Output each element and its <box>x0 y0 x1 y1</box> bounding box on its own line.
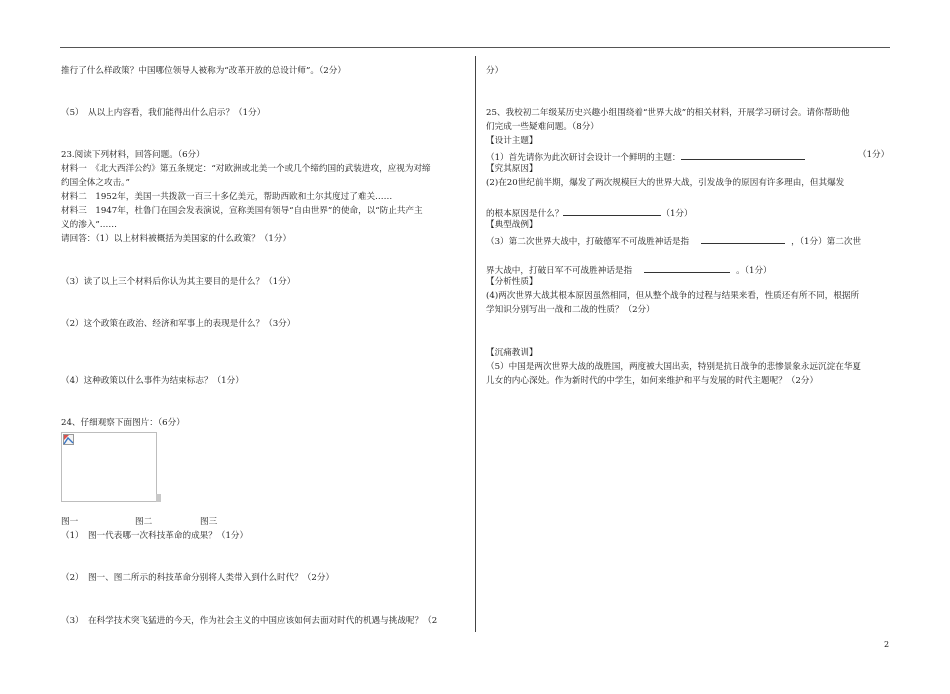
section-typical-battles: 【典型战例】 <box>486 220 538 230</box>
q23-part1: 请回答：（1）以上材料被概括为美国家的什么政策？（1分） <box>61 234 292 244</box>
q22-part4-text: 推行了什么样政策？中国哪位领导人被称为“改革开放的总设计师”。（2分） <box>61 66 346 76</box>
q25-part2-text: 的根本原因是什么？ <box>486 209 564 219</box>
figure-3-caption: 图三 <box>200 517 218 527</box>
q25-part3-line1 <box>486 234 861 249</box>
broken-image-icon <box>63 434 74 445</box>
q25-part3-score: 。（1分） <box>736 266 772 276</box>
q23-title: 23.阅读下列材料，回答问题。（6分） <box>61 150 205 160</box>
q23-material1-line1: 材料一 《北大西洋公约》第五条规定：“对欧洲或北美一个或几个缔约国的武装进攻，应视为对缔 <box>61 164 431 174</box>
q23-part2: （2）这个政策在政治、经济和军事上的表现是什么？（3分） <box>61 319 296 329</box>
q23-material2: 材料二 1952年，美国一共拨款一百三十多亿美元，帮助西欧和土尔其度过了难关…… <box>61 192 393 202</box>
q25-part4-line2: 学知识分别写出一战和二战的性质？（2分） <box>486 305 655 315</box>
answer-blank-japan[interactable] <box>644 263 730 273</box>
figure-image-placeholder <box>61 432 157 502</box>
q25-part4-line1: (4)两次世界大战其根本原因虽然相同，但从整个战争的过程与结果来看，性质还有所不同，根据所 <box>486 291 860 301</box>
q23-part4: （4）这种政策以什么事件为结束标志？（1分） <box>61 376 244 386</box>
q25-part3-line2 <box>486 263 772 278</box>
q24-title: 24、仔细观察下面图片：（6分） <box>61 418 185 428</box>
q24-part3-continued: 分） <box>486 66 504 76</box>
q24-part2: （2） 图一、图二所示的科技革命分别将人类带入到什么时代？（2分） <box>61 573 335 583</box>
q25-part5-line2: 儿女的内心深处。作为新时代的中学生，如何来维护和平与发展的时代主题呢？（2分） <box>486 376 819 386</box>
q22-part5-text: （5） 从以上内容看，我们能得出什么启示？（1分） <box>61 108 266 118</box>
q25-part2-line1: (2)在20世纪前半期，爆发了两次规模巨大的世界大战，引发战争的原因有许多理由，但其爆发 <box>486 178 845 188</box>
figure-1-caption: 图一 <box>61 517 79 527</box>
answer-blank-germany[interactable] <box>701 234 785 244</box>
section-analyze-nature: 【分析性质】 <box>486 277 538 287</box>
q24-part3: （3） 在科学技术突飞猛进的今天，作为社会主义的中国应该如何去面对时代的机遇与挑战呢？（2 <box>61 616 438 626</box>
q25-part1-score: （1分） <box>858 150 890 160</box>
answer-blank-cause[interactable] <box>563 206 661 216</box>
section-design-theme: 【设计主题】 <box>486 136 538 146</box>
q25-part2-score: （1分） <box>661 209 693 219</box>
q25-part1 <box>486 150 805 165</box>
figure-2-caption: 图二 <box>135 517 153 527</box>
q25-part3-text1: （3）第二次世界大战中，打破德军不可战胜神话是指 <box>486 237 690 247</box>
q25-intro-line2: 们完成一些疑难问题。（8分） <box>486 122 599 132</box>
header-rule <box>60 47 890 48</box>
q25-part3-text2: 界大战中，打破日军不可战胜神话是指 <box>486 266 633 276</box>
q25-part3-mid: ，（1分）第二次世 <box>791 237 862 247</box>
answer-blank-theme[interactable] <box>681 150 805 160</box>
section-lessons: 【沉痛教训】 <box>486 348 538 358</box>
column-divider <box>475 56 476 632</box>
q25-part5-line1: （5）中国是两次世界大战的战胜国，两度被大国出卖，特别是抗日战争的悲惨景象永远沉淀在华夏 <box>486 362 862 372</box>
q23-material1-line2: 约国全体之攻击。” <box>61 178 130 188</box>
image-resize-handle[interactable] <box>156 494 161 502</box>
q23-material3-line1: 材料三 1947年，杜鲁门在国会发表演说，宣称美国有领导“自由世界”的使命，以“防止共产主 <box>61 206 423 216</box>
q23-part3: （3）读了以上三个材料后你认为其主要目的是什么？（1分） <box>61 277 296 287</box>
q25-intro-line1: 25、我校初二年级某历史兴趣小组围绕着“世界大战”的相关材料，开展学习研讨会。请你帮助他 <box>486 108 850 118</box>
q23-material3-line2: 义的渗入”…… <box>61 220 117 230</box>
q24-part1: （1） 图一代表哪一次科技革命的成果？（1分） <box>61 531 249 541</box>
q25-part1-text: （1）首先请你为此次研讨会设计一个鲜明的主题： <box>486 153 681 163</box>
q25-part2-line2 <box>486 206 693 221</box>
page-number: 2 <box>884 640 890 649</box>
section-causes: 【究其原因】 <box>486 164 538 174</box>
